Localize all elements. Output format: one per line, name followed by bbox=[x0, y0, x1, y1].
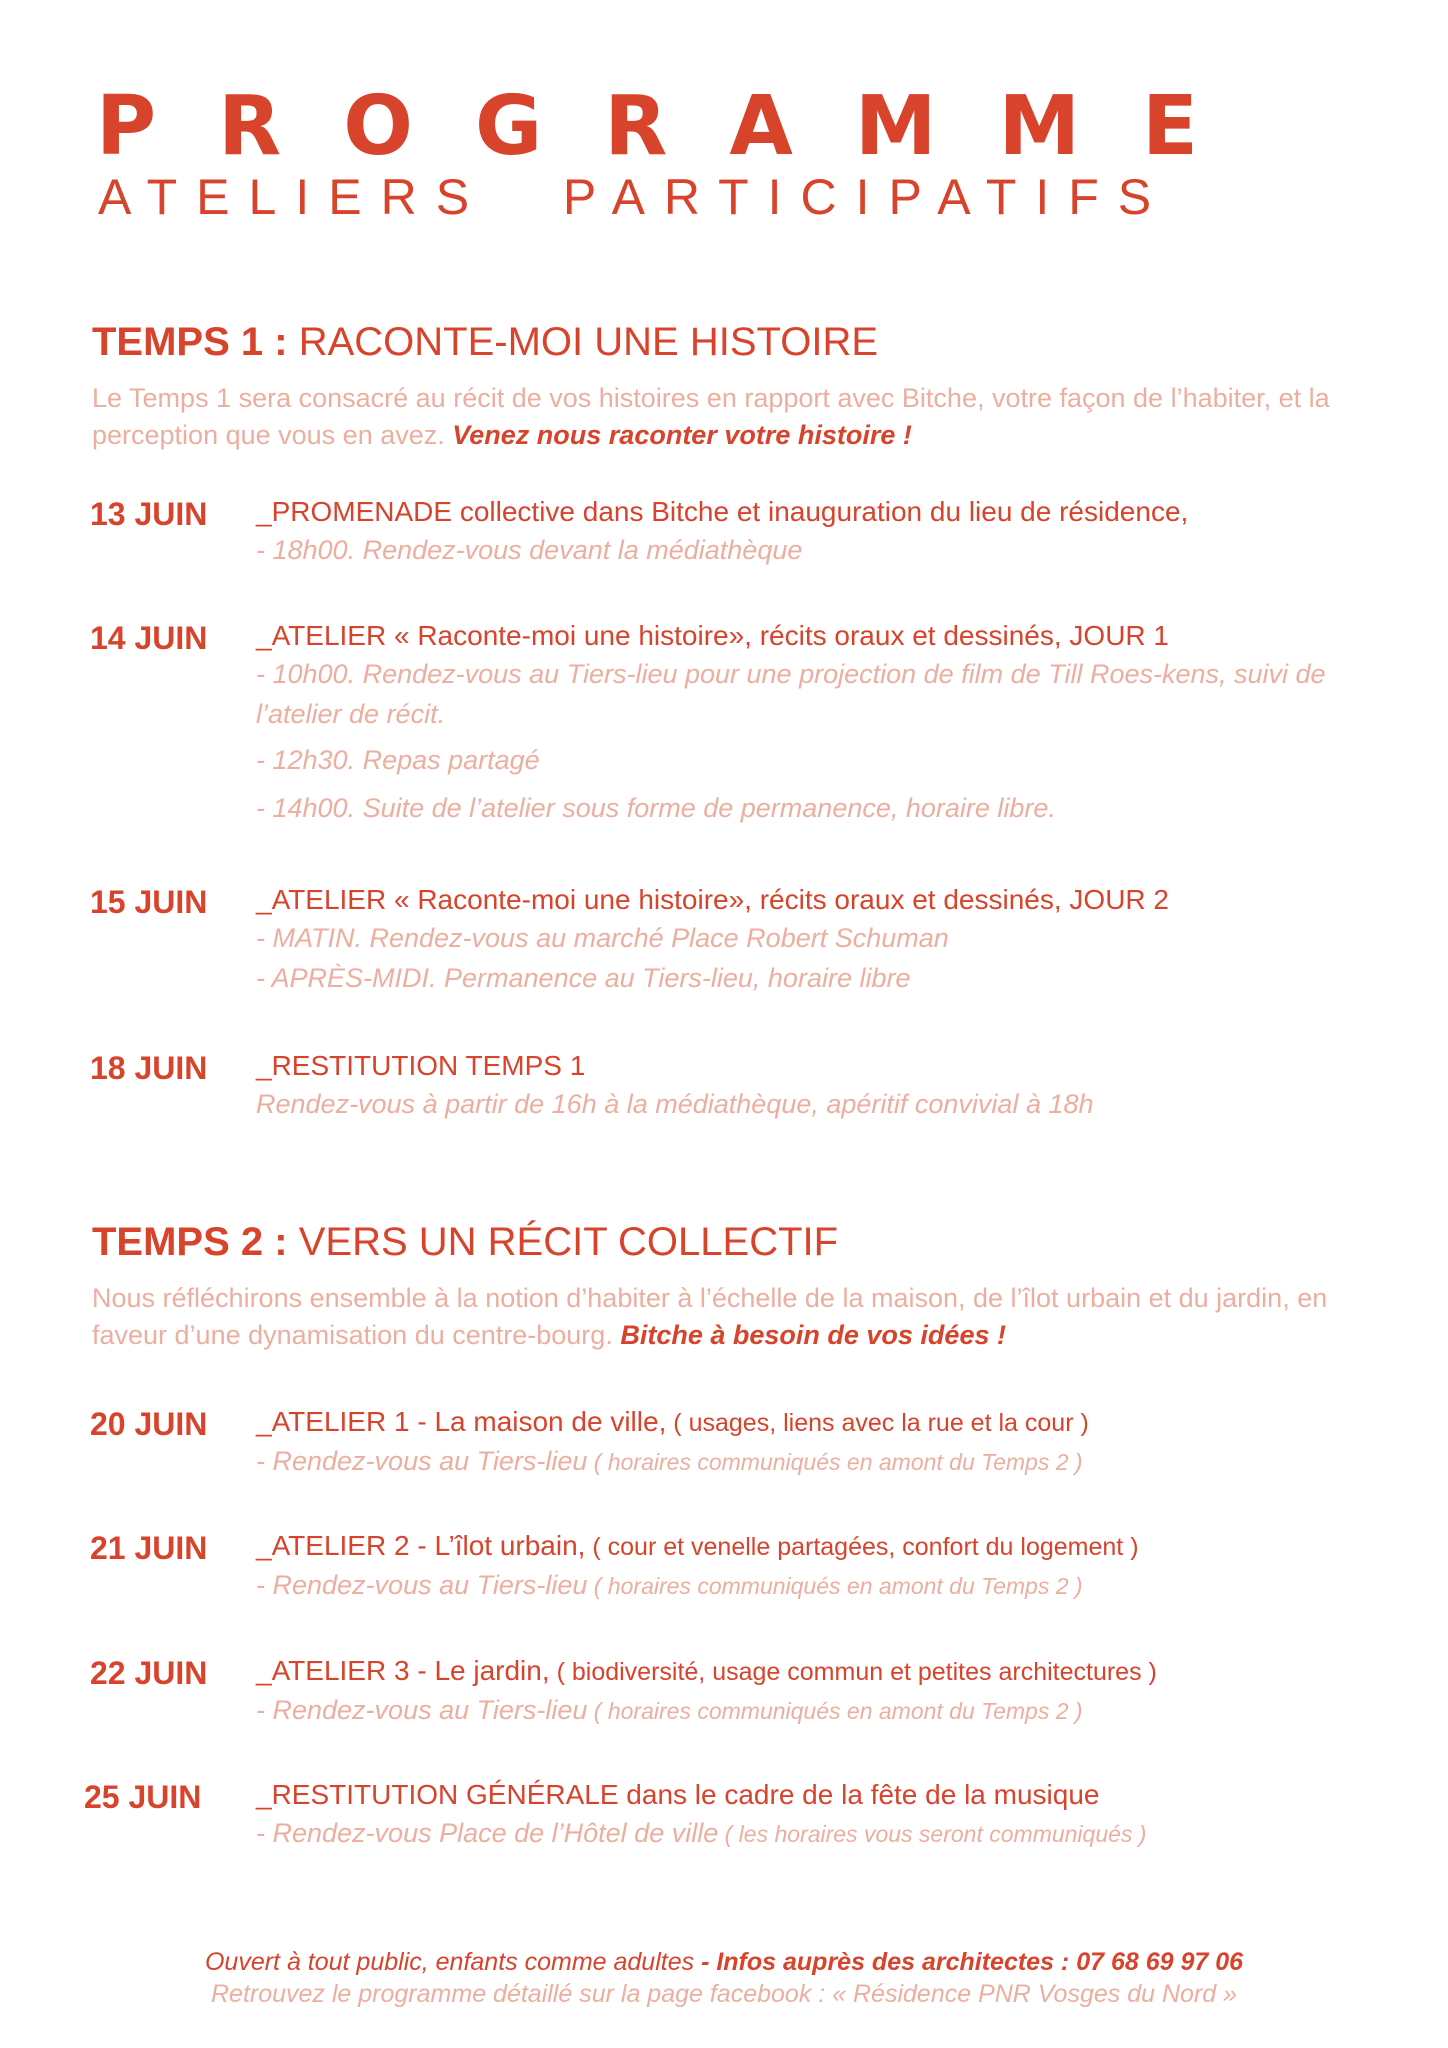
temps1-title bbox=[92, 322, 1372, 362]
event-date: 18 JUIN bbox=[90, 1050, 208, 1086]
event-headline-rest: « Raconte-moi une histoire», récits oraux et dessinés, JOUR 1 bbox=[386, 620, 1169, 651]
temps2-title-rest: VERS UN RÉCIT COLLECTIF bbox=[298, 1220, 839, 1264]
event-headline-caps: _ATELIER 3 bbox=[256, 1655, 410, 1686]
event-detail-main: - Rendez-vous au Tiers-lieu bbox=[256, 1695, 588, 1725]
temps1-title-num: TEMPS 1 : bbox=[92, 320, 288, 364]
event-headline-caps: _RESTITUTION TEMPS 1 bbox=[256, 1050, 586, 1081]
temps1-intro bbox=[92, 380, 1372, 454]
temps1-intro-emphasis: Venez nous raconter votre histoire ! bbox=[452, 420, 912, 450]
event-detail: Rendez-vous à partir de 16h à la médiathèque, apéritif convivial à 18h bbox=[256, 1089, 1094, 1119]
event-headline-caps: _RESTITUTION GÉNÉRALE bbox=[256, 1779, 619, 1810]
temps1-title-rest: RACONTE-MOI UNE HISTOIRE bbox=[298, 320, 879, 364]
page-subtitle: ATELIERS PARTICIPATIFS bbox=[98, 169, 1171, 225]
event-detail-note: ( horaires communiqués en amont du Temps 2 ) bbox=[587, 1698, 1083, 1724]
event-detail bbox=[256, 1565, 1386, 1606]
footer bbox=[0, 1946, 1448, 2010]
event-headline bbox=[256, 618, 1386, 654]
event-date: 25 JUIN bbox=[84, 1779, 202, 1815]
event-headline-caps: _ATELIER bbox=[256, 620, 387, 651]
event-detail-main: - Rendez-vous au Tiers-lieu bbox=[256, 1446, 588, 1476]
event-body bbox=[256, 1048, 1386, 1124]
event-headline-caps: _ATELIER 2 bbox=[256, 1530, 410, 1561]
temps2-intro-emphasis: Bitche à besoin de vos idées ! bbox=[620, 1320, 1006, 1350]
temps2-title-num: TEMPS 2 : bbox=[92, 1220, 288, 1264]
event-body bbox=[256, 1404, 1386, 1482]
event-date: 22 JUIN bbox=[90, 1655, 208, 1691]
event-headline-rest: collective dans Bitche et inauguration du lieu de résidence, bbox=[452, 496, 1189, 527]
page-title: PROGRAMME bbox=[96, 79, 1261, 174]
footer-facebook: Retrouvez le programme détaillé sur la page facebook : « Résidence PNR Vosges du Nord » bbox=[210, 1980, 1237, 2008]
event-detail-main: - Rendez-vous au Tiers-lieu bbox=[256, 1570, 588, 1600]
footer-audience: Ouvert à tout public, enfants comme adultes bbox=[204, 1948, 695, 1976]
event-detail: - MATIN. Rendez-vous au marché Place Robert Schuman bbox=[256, 923, 949, 953]
event-body bbox=[256, 1653, 1386, 1731]
event-date: 14 JUIN bbox=[90, 620, 208, 656]
footer-info bbox=[0, 1946, 1448, 1978]
event-headline bbox=[256, 1048, 1386, 1084]
event-date: 15 JUIN bbox=[90, 884, 208, 920]
event-detail: - 10h00. Rendez-vous au Tiers-lieu pour une projection de film de Till Roes-kens, suivi de l’atelier de récit. bbox=[256, 659, 1326, 729]
event-headline-caps: _ATELIER bbox=[256, 884, 387, 915]
event-headline-note: ( usages, liens avec la rue et la cour ) bbox=[666, 1409, 1089, 1437]
event-headline bbox=[256, 1404, 1386, 1441]
event-body bbox=[256, 1777, 1386, 1854]
event-date: 21 JUIN bbox=[90, 1530, 208, 1566]
event-detail: - APRÈS-MIDI. Permanence au Tiers-lieu, horaire libre bbox=[256, 963, 911, 993]
event-headline-rest: - L’îlot urbain, bbox=[409, 1530, 586, 1561]
temps2-intro-text: Nous réfléchirons ensemble à la notion d’habiter à l’échelle de la maison, de l’îlot urbain et du jardin, en faveur d’une dynamisation du centre-bourg. bbox=[92, 1283, 1328, 1350]
event-headline bbox=[256, 1653, 1386, 1690]
event-headline bbox=[256, 1528, 1386, 1565]
event-headline-rest: - La maison de ville, bbox=[409, 1406, 667, 1437]
event-headline-rest: dans le cadre de la fête de la musique bbox=[618, 1779, 1100, 1810]
event-headline-caps: _ATELIER 1 bbox=[256, 1406, 410, 1437]
event-detail bbox=[256, 1690, 1386, 1731]
event-headline bbox=[256, 494, 1386, 530]
event-date: 20 JUIN bbox=[90, 1406, 208, 1442]
temps2-section bbox=[92, 1222, 1372, 1354]
temps1-intro-text: Le Temps 1 sera consacré au récit de vos histoires en rapport avec Bitche, votre façon de l’habiter, et la perception que vous en avez. bbox=[92, 383, 1330, 450]
temps2-intro bbox=[92, 1280, 1372, 1354]
event-headline-note: ( cour et venelle partagées, confort du logement ) bbox=[585, 1533, 1139, 1561]
event-detail: - 12h30. Repas partagé bbox=[256, 745, 540, 775]
event-detail bbox=[256, 1813, 1386, 1854]
event-detail: - 14h00. Suite de l’atelier sous forme de permanence, horaire libre. bbox=[256, 793, 1056, 823]
temps1-section bbox=[92, 322, 1372, 454]
temps2-title bbox=[92, 1222, 1372, 1262]
footer-contact: - Infos auprès des architectes : 07 68 69 97 06 bbox=[694, 1948, 1244, 1976]
event-headline bbox=[256, 882, 1386, 918]
event-body bbox=[256, 618, 1386, 828]
event-detail bbox=[256, 1441, 1386, 1482]
event-detail-note: ( horaires communiqués en amont du Temps 2 ) bbox=[587, 1573, 1083, 1599]
event-headline-caps: _PROMENADE bbox=[256, 496, 453, 527]
event-body bbox=[256, 494, 1386, 570]
event-headline-rest: - Le jardin, bbox=[409, 1655, 550, 1686]
event-detail-note: ( les horaires vous seront communiqués ) bbox=[718, 1821, 1147, 1847]
event-headline-rest: « Raconte-moi une histoire», récits oraux et dessinés, JOUR 2 bbox=[386, 884, 1169, 915]
event-date: 13 JUIN bbox=[90, 496, 208, 532]
event-body bbox=[256, 1528, 1386, 1606]
event-body bbox=[256, 882, 1386, 998]
event-detail: - 18h00. Rendez-vous devant la médiathèque bbox=[256, 535, 803, 565]
event-headline bbox=[256, 1777, 1386, 1813]
event-detail-main: - Rendez-vous Place de l’Hôtel de ville bbox=[256, 1818, 719, 1848]
event-headline-note: ( biodiversité, usage commun et petites architectures ) bbox=[549, 1658, 1157, 1686]
event-detail-note: ( horaires communiqués en amont du Temps 2 ) bbox=[587, 1449, 1083, 1475]
